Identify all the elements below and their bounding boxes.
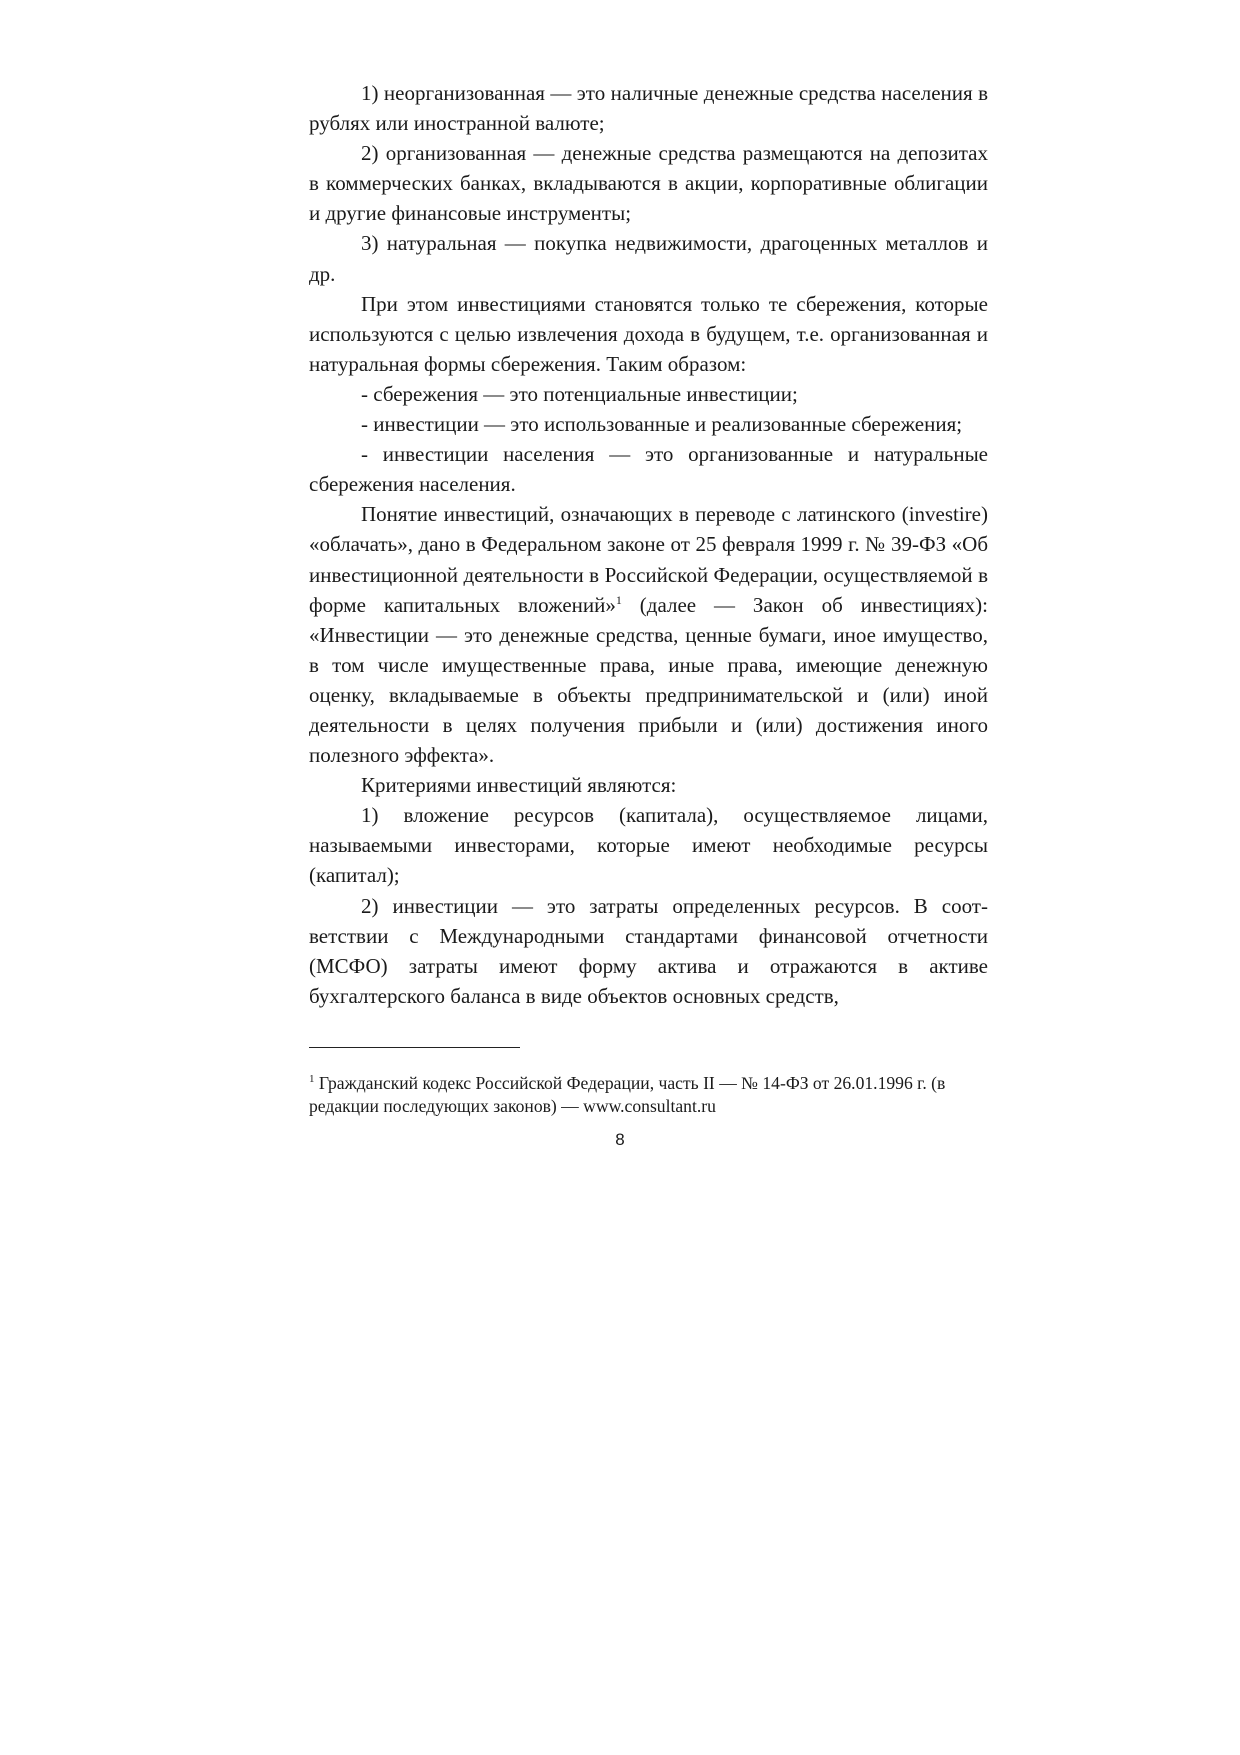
footnote-text: Гражданский кодекс Российской Федерации, часть II — № 14-ФЗ от 26.01.1996 г. (в редакции последующих законов) — www.consultant.ru — [309, 1073, 946, 1116]
paragraph-investment-definition — [309, 499, 988, 770]
definition-text-part1: Понятие инвестиций, означающих в переводе с латинского (investire) «облачать», дано в Федеральном законе от 25 февраля 1999 г. № 39-ФЗ «Об инвестиционной деятельности в Российской Федерации, осуществляемой в форме капитальных вложений» — [309, 502, 988, 617]
list-item-savings: - сбережения — это потенциальные инвестиции; — [361, 381, 798, 406]
paragraph-savings-organized: 2) организованная — денежные средства размещаются на депозитах в коммерческих банках, вкладываются в акции, корпоративные облигации и другие финансовые инструменты; — [309, 141, 988, 226]
footnote-text-line — [309, 1072, 988, 1118]
paragraph-criterion-1: 1) вложение ресурсов (капитала), осуществляемое лицами, называемыми инвесторами, которые имеют необходимые ресурсы (капитал); — [309, 803, 988, 888]
definition-text-part2: (далее — Закон об инвестициях): «Инвестиции — это денежные средства, ценные бумаги, иное имущество, в том числе имущественные права, иные права, имеющие денежную оценку, вкладываемые в объекты предпринимательской и (или) иной деятельности в целях получения прибыли и (или) достижения иного полезного эффекта». — [309, 592, 988, 768]
paragraph-savings-natural: 3) натуральная — покупка недвижимости, драгоценных металлов и др. — [309, 231, 988, 286]
body-text — [309, 78, 988, 1011]
paragraph-savings-unorganized: 1) неорганизованная — это наличные денежные средства населения в рублях или иностранной валюте; — [309, 81, 988, 136]
footnote — [309, 1072, 988, 1118]
list-item-investments: - инвестиции — это использованные и реализованные сбережения; — [361, 412, 963, 437]
paragraph-criterion-2: 2) инвестиции — это затраты определенных ресурсов. В соответствии с Международными стандартами финансовой отчетности (МСФО) затраты имеют форму актива и отражаются в активе бухгалтерского баланса в виде объектов основных средств, — [309, 893, 988, 1008]
paragraph-investments-intro: При этом инвестициями становятся только те сбережения, которые используются с целью извлечения дохода в будущем, т.е. организованная и натуральная формы сбережения. Таким образом: — [309, 291, 988, 376]
paragraph-criteria-heading: Критериями инвестиций являются: — [361, 773, 677, 798]
footnote-marker: 1 — [309, 1073, 315, 1085]
list-item-population-investments: - инвестиции населения — это организованные и натуральные сбережения населения. — [309, 442, 988, 497]
page-number: 8 — [615, 1130, 625, 1149]
footnote-reference[interactable]: 1 — [615, 592, 622, 607]
footnote-separator — [309, 1047, 520, 1048]
